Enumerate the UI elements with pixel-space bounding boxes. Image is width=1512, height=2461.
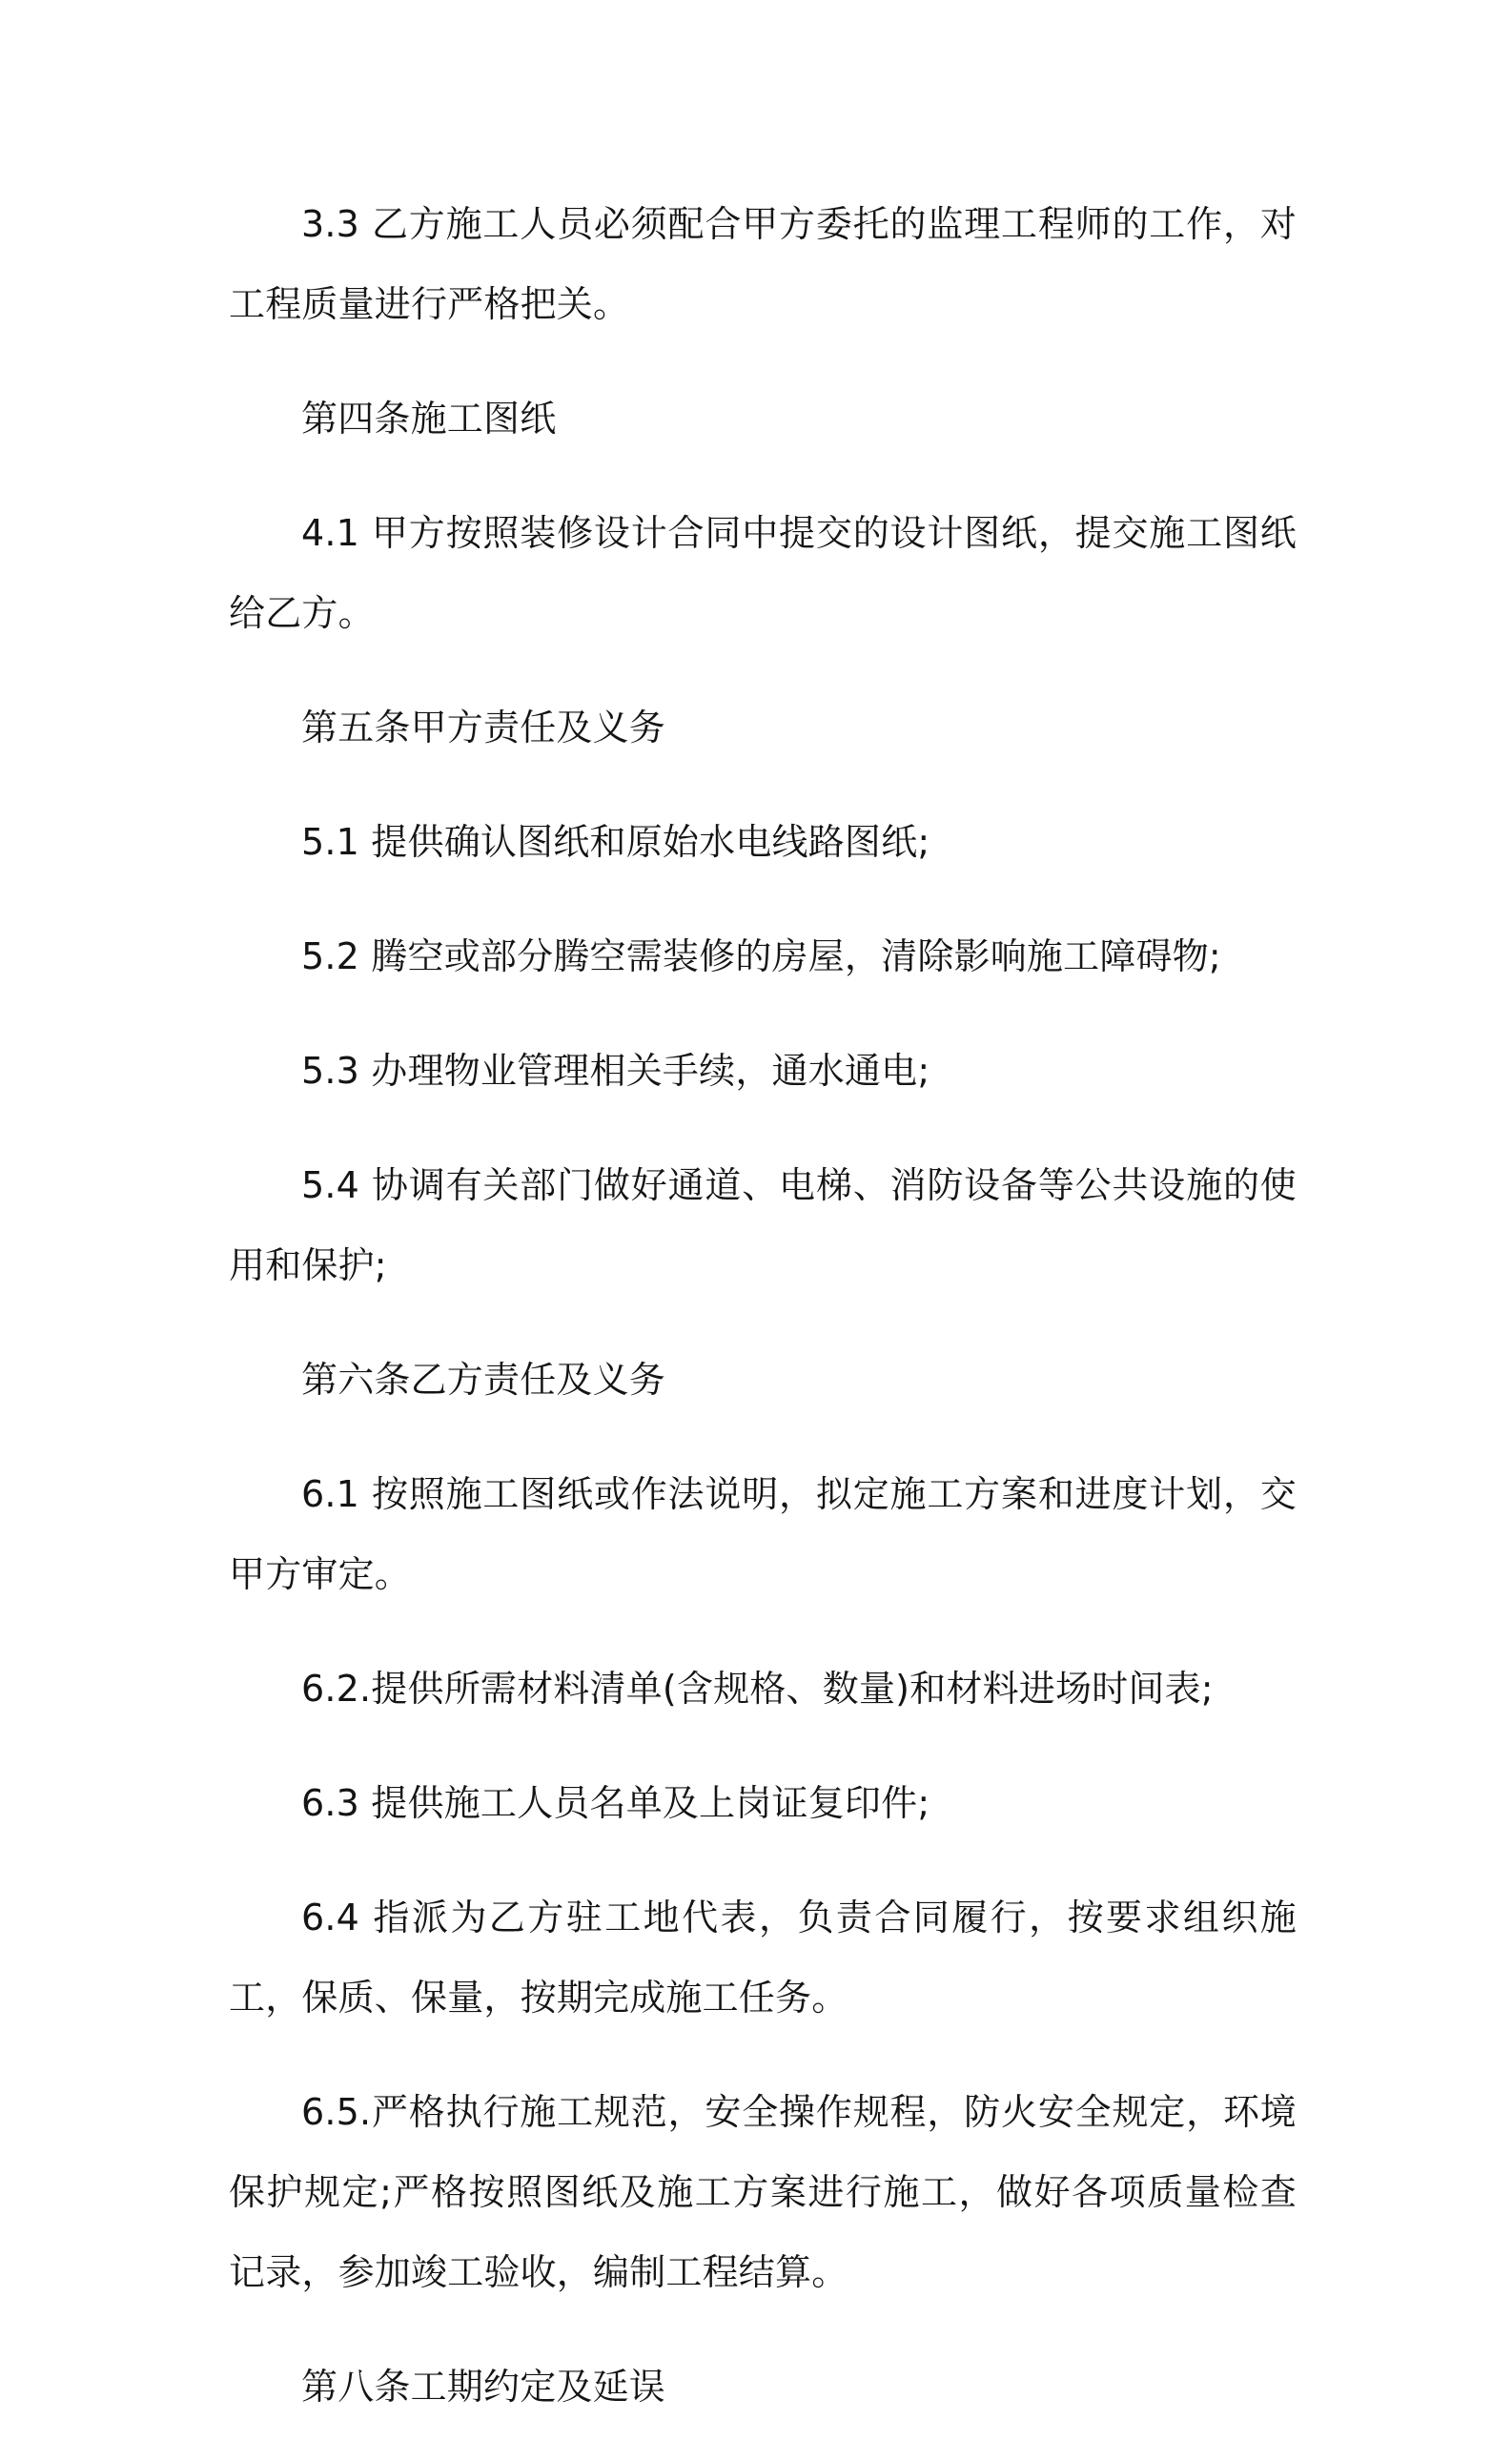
article-4-heading: 第四条施工图纸 <box>301 398 557 440</box>
clause-6-5: 6.5.严格执行施工规范，安全操作规程，防火安全规定，环境保护规定;严格按照图纸及施工方案进行施工，做好各项质量检查记录，参加竣工验收，编制工程结算。 <box>229 2091 1297 2293</box>
clause-5-2: 5.2 腾空或部分腾空需装修的房屋，清除影响施工障碍物; <box>301 935 1221 977</box>
clause-6-3: 6.3 提供施工人员名单及上岗证复印件; <box>301 1782 930 1824</box>
article-6-heading: 第六条乙方责任及义务 <box>301 1359 666 1401</box>
clause-3-3: 3.3 乙方施工人员必须配合甲方委托的监理工程师的工作，对工程质量进行严格把关。 <box>229 203 1297 325</box>
clause-6-2: 6.2.提供所需材料清单(含规格、数量)和材料进场时间表; <box>301 1668 1214 1710</box>
document-body <box>229 184 1297 2461</box>
clause-5-4: 5.4 协调有关部门做好通道、电梯、消防设备等公共设施的使用和保护; <box>229 1164 1297 1286</box>
clause-4-1: 4.1 甲方按照装修设计合同中提交的设计图纸，提交施工图纸给乙方。 <box>229 512 1297 634</box>
clause-5-1: 5.1 提供确认图纸和原始水电线路图纸; <box>301 821 930 863</box>
clause-6-4: 6.4 指派为乙方驻工地代表，负责合同履行，按要求组织施工，保质、保量，按期完成施工任务。 <box>229 1897 1297 2019</box>
clause-6-1: 6.1 按照施工图纸或作法说明，拟定施工方案和进度计划，交甲方审定。 <box>229 1473 1297 1595</box>
clause-5-3: 5.3 办理物业管理相关手续，通水通电; <box>301 1050 930 1092</box>
article-8-heading: 第八条工期约定及延误 <box>301 2366 666 2408</box>
article-5-heading: 第五条甲方责任及义务 <box>301 707 666 749</box>
